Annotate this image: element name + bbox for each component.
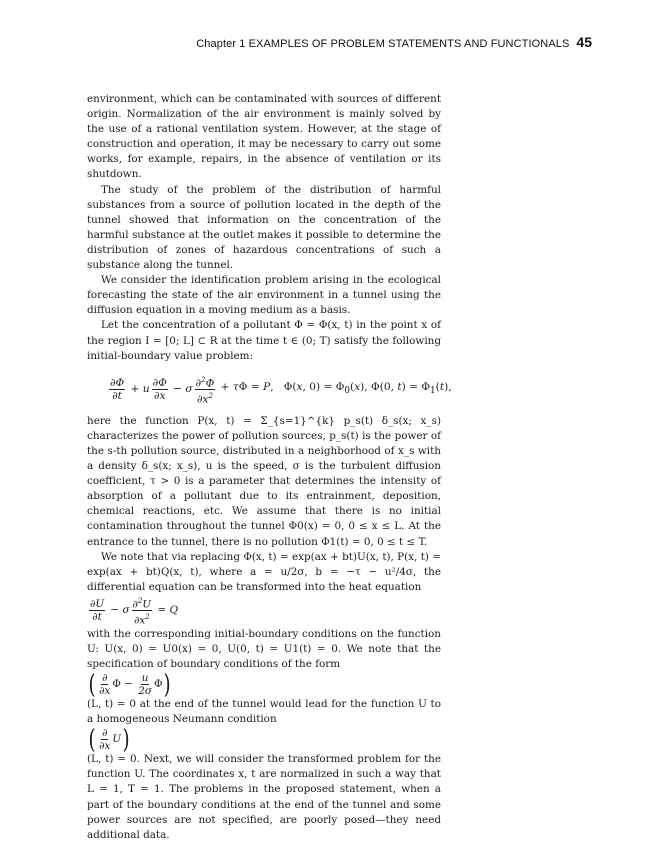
page-number: 45 — [576, 34, 592, 50]
paragraph: Let the concentration of a pollutant Φ = Φ(x, t) in the point x of the region I = [0; L] ⊂ R at the time t ∈ (0; T) satisfy the following initial-boundary value problem: — [87, 319, 441, 362]
running-head — [196, 34, 592, 50]
equation-neumann: ( $\frac{\partial}{\partial x}$ U ) — [88, 724, 130, 755]
paragraph: The study of the problem of the distribution of harmful substances from a source of pollution located in the depth of the tunnel showed that information on the concentration of the harmful substance at the outlet makes it possible to determine the distribution of zones of hazardous concentrations of such a substance along the tunnel. — [87, 183, 441, 272]
equation-main: $\frac{\partial\Phi}{\partial t}$ + u $\frac{\partial\Phi}{\partial x}$ − σ $\frac{\partial^2\Phi}{\partial x^2}$ + τΦ = P, Φ(x, $0) = \Phi_0(x)$, Φ(0, $t) = \Phi_1(t)$, — [110, 375, 452, 406]
paragraph: (L, t) = 0. Next, we will consider the transformed problem for the function U. The coordinates x, t are normalized in such a way that L = 1, T = 1. The problems in the proposed statement, when a part of the boundary conditions at the end of the tunnel and some power sources are not specified, are poorly posed—they need additional data. — [87, 753, 441, 841]
paragraph: We consider the identification problem arising in the ecological forecasting the state of the air environment in a tunnel using the diffusion equation in a moving medium as a basis. — [87, 274, 441, 317]
paragraph: (L, t) = 0 at the end of the tunnel would lead for the function U to a homogeneous Neumann condition — [87, 698, 441, 726]
paragraph: environment, which can be contaminated with sources of different origin. Normalization of the air environment is mainly solved by the use of a rational ventilation system. However, at the stage of construction and operation, it may be necessary to carry out some works, for example, repairs, in the absence of ventilation or its shutdown. — [87, 93, 441, 181]
fraction: $\frac{\partial}{\partial x}$ — [99, 727, 111, 753]
fraction: $\frac{\partial^2U}{\partial x^2}$ — [132, 596, 152, 627]
fraction: $\frac{\partial}{\partial x}$ — [99, 672, 111, 698]
fraction: $\frac{\partial\Phi}{\partial t}$ — [110, 377, 125, 403]
chapter-title: Chapter 1 EXAMPLES OF PROBLEM STATEMENTS AND FUNCTIONALS — [196, 38, 570, 50]
paragraph: We note that via replacing Φ(x, t) = exp(ax + bt)U(x, t), P(x, t) = exp(ax + bt)Q(x, t), where a = u/2σ, b = −τ − u²/4σ, the differential equation can be transformed into the heat equation — [87, 550, 441, 593]
paragraph: here the function P(x, t) = Σ_{s=1}^{k} p_s(t) δ_s(x; x_s) characterizes the power of pollution sources, p_s(t) is the power of the s-th pollution source, distributed in a neighborhood of x_s with a density δ_s(x; x_s), u is the speed, σ is the turbulent diffusion coefficient, τ > 0 is a parameter that determines the intensity of absorption of a pollutant due to its entrainment, deposition, chemical reactions, etc. We assume that there is no initial contamination throughout the tunnel Φ0(x) = 0, 0 ≤ x ≤ L. At the entrance to the tunnel, there is no pollution Φ1(t) = 0, 0 ≤ t ≤ T. — [87, 414, 441, 548]
fraction: $\frac{u}{2\sigma}$ — [138, 672, 152, 698]
body-text — [87, 92, 452, 843]
fraction: $\frac{\partial U}{\partial t}$ — [90, 598, 105, 624]
fraction: $\frac{\partial\Phi}{\partial x}$ — [152, 377, 167, 403]
equation-boundary-form: ( $\frac{\partial}{\partial x}$ Φ − $\frac{u}{2\sigma}$ Φ ) — [88, 669, 172, 700]
fraction: $\frac{\partial^2\Phi}{\partial x^2}$ — [195, 375, 215, 406]
paragraph: with the corresponding initial-boundary conditions on the function U: U(x, 0) = U0(x) = 0, U(0, t) = U1(t) = 0. We note that the specification of boundary conditions of the form — [87, 627, 441, 670]
equation-heat: $\frac{\partial U}{\partial t}$ − σ $\frac{\partial^2U}{\partial x^2}$ = Q — [90, 596, 178, 627]
